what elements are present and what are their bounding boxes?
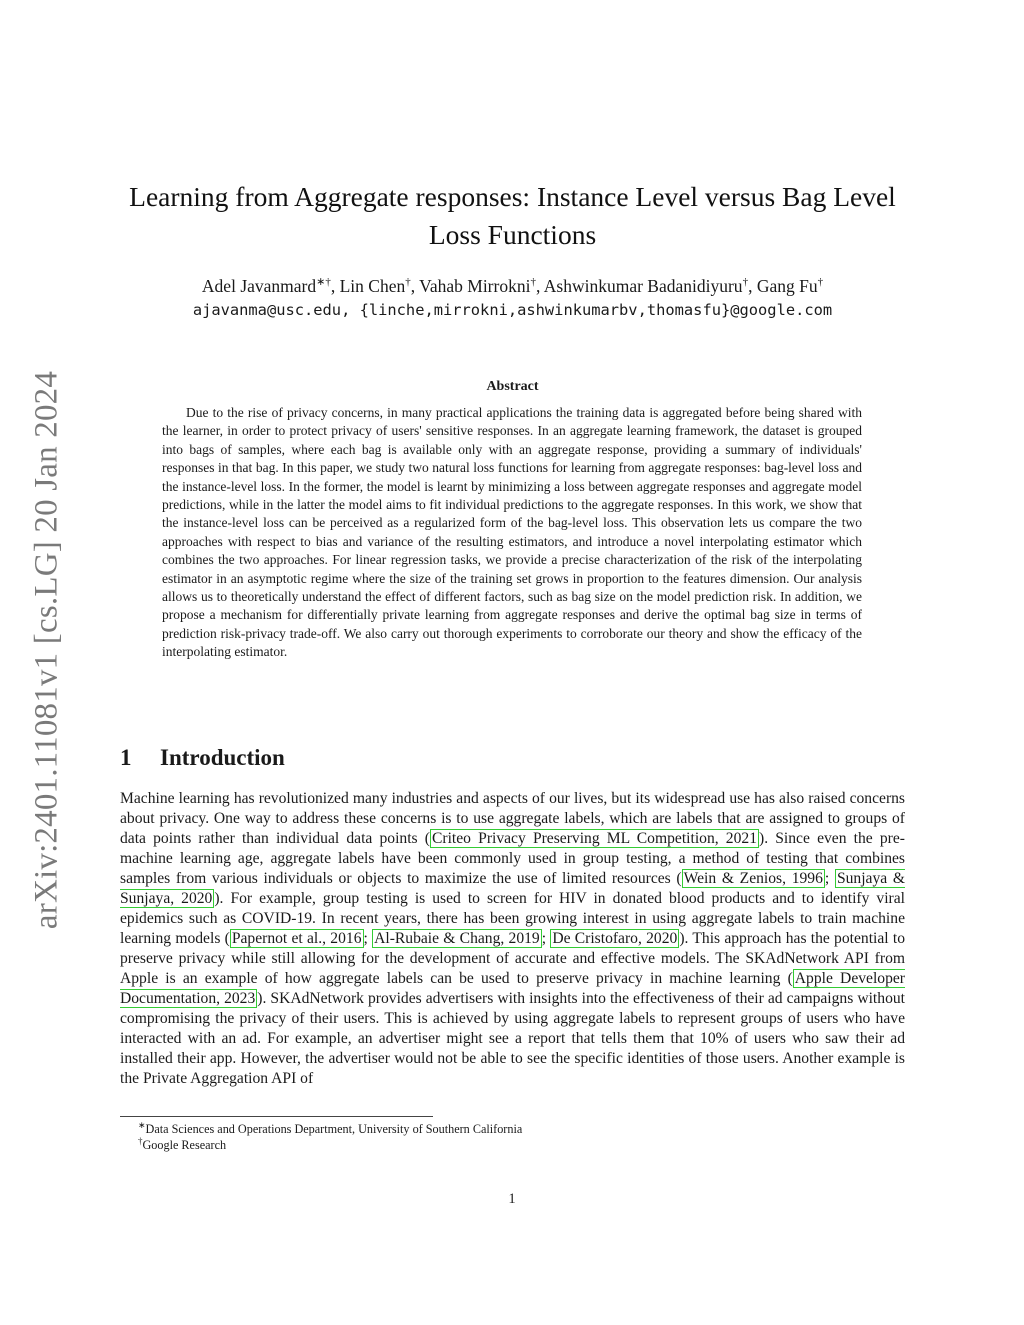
author-name: Adel Javanmard — [201, 276, 317, 296]
intro-text: ). SKAdNetwork provides advertisers with insights into the effectiveness of their ad campaigns without compromising the privacy of their users. This is achieved by using aggregate labels to represent groups of users who have interacted with an ad. For example, an advertiser might see a report that tells them that 10% of users who saw their ad installed their app. However, the advertiser would not be able to see the specific identities of those users. Another example is the Private Aggregation API of — [120, 990, 905, 1087]
author-name: Vahab Mirrokni — [419, 276, 531, 296]
citation-link[interactable]: Papernot et al., 2016 — [231, 930, 362, 947]
intro-paragraph — [120, 789, 905, 1089]
author-mark: ∗† — [316, 276, 331, 289]
author-mark: † — [742, 276, 749, 289]
footnote — [138, 1121, 522, 1137]
arxiv-stamp-text: arXiv:2401.11081v1 [cs.LG] 20 Jan 2024 — [28, 370, 65, 930]
author-mark: † — [405, 276, 411, 289]
section-number: 1 — [120, 745, 132, 770]
citation-link[interactable]: Al-Rubaie & Chang, 2019 — [374, 930, 540, 947]
section-heading — [120, 745, 285, 771]
citation-link[interactable]: Wein & Zenios, 1996 — [683, 870, 823, 887]
author-mark: † — [530, 276, 536, 289]
footnote-mark: ∗ — [138, 1119, 146, 1130]
author-mark: † — [817, 276, 824, 289]
intro-text: ). Since even the pre-machine learning age, aggregate labels have been commonly used in group testing, a method of testing that combines samples from various individuals or objects to maximize the use of limited resources ( — [120, 830, 905, 887]
section-title: Introduction — [160, 745, 285, 770]
citation-link[interactable]: De Cristofaro, 2020 — [552, 930, 678, 947]
footnote — [138, 1137, 522, 1153]
intro-text: ; — [541, 930, 551, 947]
paper-title: Learning from Aggregate responses: Instance Level versus Bag Level Loss Functions — [129, 181, 896, 250]
abstract-text: Due to the rise of privacy concerns, in many practical applications the training data is aggregated before being shared with the learner, in order to protect privacy of users' sensitive responses. In an aggregate learning framework, the dataset is grouped into bags of samples, where each bag is available only with an aggregate response, providing a summary of individuals' responses in that bag. In this paper, we study two natural loss functions for learning from aggregate responses: bag-level loss and the instance-level loss. In the former, the model is learnt by minimizing a loss between aggregate responses and aggregate model predictions, while in the latter the model aims to fit individual predictions to the aggregate responses. In this work, we show that the instance-level loss can be perceived as a regularized form of the bag-level loss. This observation lets us compare the two approaches with respect to bias and variance of the resulting estimators, and introduce a novel interpolating estimator which combines the two approaches. For linear regression tasks, we provide a precise characterization of the risk of the interpolating estimator in an asymptotic regime where the size of the training set grows in proportion to the features dimension. Our analysis allows us to theoretically understand the effect of different factors, such as bag size on the model prediction risk. In addition, we propose a mechanism for differentially private learning from aggregate responses and derive the optimal bag size in terms of prediction risk-privacy trade-off. We also carry out thorough experiments to corroborate our theory and show the efficacy of the interpolating estimator. — [162, 405, 862, 660]
intro-text: ). This approach has the potential to preserve privacy while still allowing for the development of accurate and effective models. The SKAdNetwork API from Apple is an example of how aggregate labels can be used to preserve privacy in machine learning ( — [120, 930, 905, 987]
citation-link[interactable]: Criteo Privacy Preserving ML Competition, 2021 — [432, 830, 757, 847]
author-name: Gang Fu — [756, 276, 818, 296]
footnote-text: Data Sciences and Operations Department, University of Southern California — [145, 1122, 523, 1136]
intro-text: ; — [824, 870, 835, 887]
author-name: Ashwinkumar Badanidiyuru — [543, 276, 743, 296]
author-list: Adel Javanmard∗†, Lin Chen†, Vahab Mirrokni†, Ashwinkumar Badanidiyuru†, Gang Fu† — [201, 276, 824, 296]
author-emails: ajavanma@usc.edu, {linche,mirrokni,ashwinkumarbv,thomasfu}@google.com — [192, 301, 833, 319]
arxiv-stamp — [29, 360, 65, 940]
intro-text: Machine learning has revolutionized many industries and aspects of our lives, but its widespread use has also raised concerns about privacy. One way to address these concerns is to use aggregate labels, which are labels that are assigned to groups of data points rather than individual data points ( — [120, 790, 905, 847]
citation-link[interactable]: Apple Developer Documentation, 2023 — [120, 970, 905, 1007]
page-number: 1 — [508, 1191, 516, 1207]
footnote-divider — [120, 1116, 433, 1117]
footnote-text: Google Research — [142, 1138, 227, 1152]
footnote-mark: † — [138, 1135, 143, 1146]
footnotes — [138, 1121, 522, 1153]
intro-text: ; — [363, 930, 373, 947]
intro-text: ). For example, group testing is used to screen for HIV in donated blood products and to identify viral epidemics such as COVID-19. In recent years, there has been growing interest in using aggregate labels to train machine learning models ( — [120, 890, 905, 947]
citation-link[interactable]: Sunjaya & Sunjaya, 2020 — [120, 870, 905, 907]
author-name: Lin Chen — [339, 276, 406, 296]
abstract-heading: Abstract — [486, 379, 539, 394]
